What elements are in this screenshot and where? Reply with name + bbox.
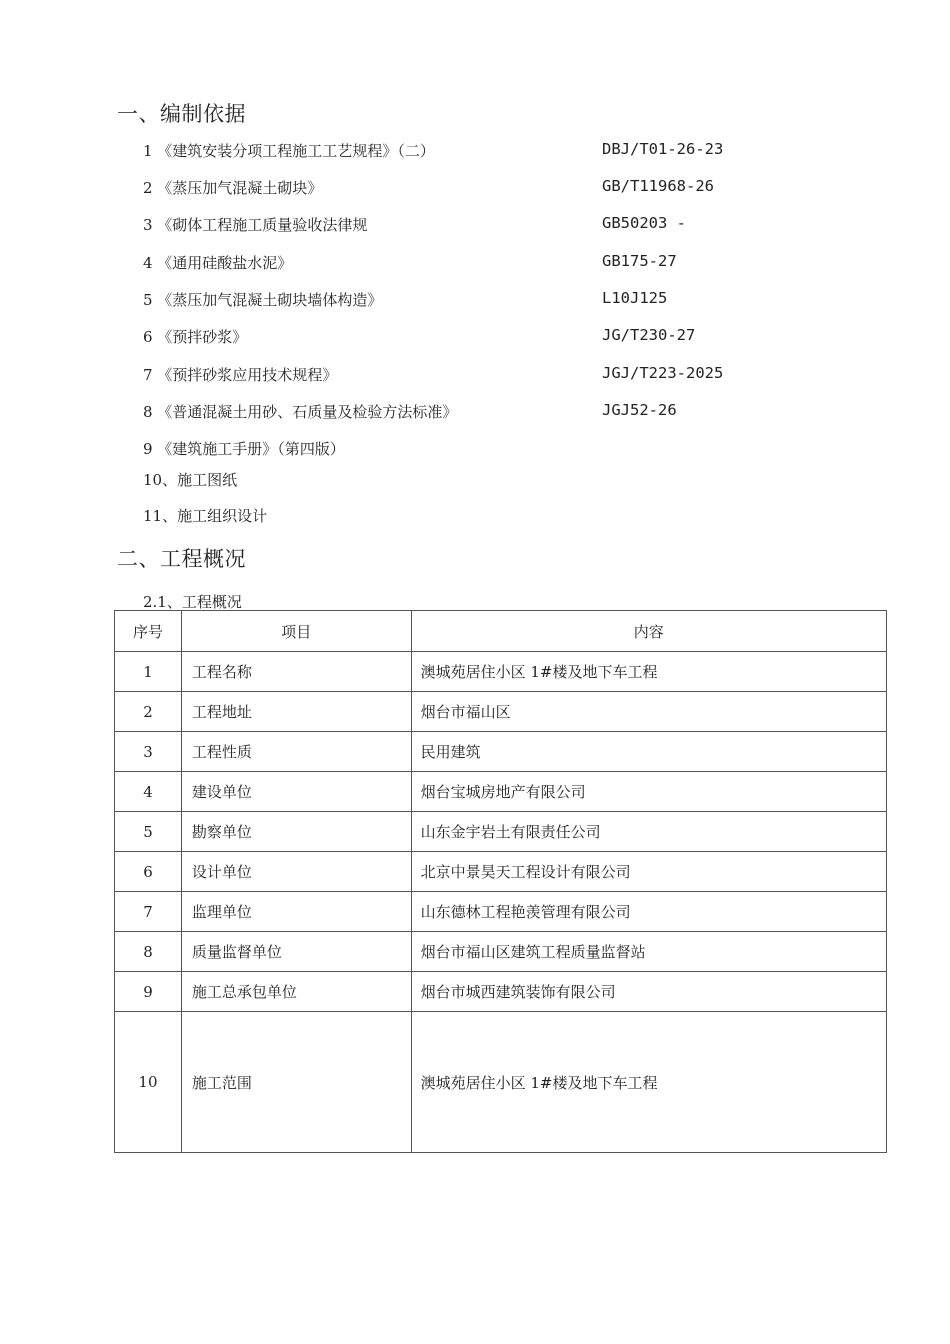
cell-no: 9 [115,972,182,1012]
cell-item: 工程名称 [181,652,411,692]
reference-code: JGJ52-26 [602,401,677,419]
reference-title: 9 《建筑施工手册》（第四版） [143,440,345,458]
reference-title: 4 《通用硅酸盐水泥》 [143,254,293,272]
reference-item [143,438,863,462]
table-header-row [115,611,887,652]
reference-code: GB/T11968-26 [602,177,714,195]
reference-item [143,214,863,238]
cell-no: 3 [115,732,182,772]
cell-no: 5 [115,812,182,852]
cell-item: 工程地址 [181,692,411,732]
reference-code: DBJ/T01-26-23 [602,140,724,158]
reference-item [143,252,863,276]
reference-title: 5 《蒸压加气混凝土砌块墙体构造》 [143,291,383,309]
cell-no: 6 [115,852,182,892]
cell-no: 8 [115,932,182,972]
reference-item [143,364,863,388]
reference-title: 7 《预拌砂浆应用技术规程》 [143,366,338,384]
reference-code: GB50203 - [602,214,686,232]
reference-item [143,177,863,201]
cell-content: 民用建筑 [411,732,886,772]
reference-title: 1 《建筑安装分项工程施工工艺规程》（二） [143,142,435,160]
reference-item [143,401,863,425]
table-row [115,732,887,772]
table-row [115,772,887,812]
project-overview-table [114,610,887,1153]
cell-no: 4 [115,772,182,812]
reference-item [143,140,863,164]
reference-title: 6 《预拌砂浆》 [143,328,248,346]
table-row [115,692,887,732]
cell-item: 施工范围 [181,1012,411,1153]
cell-content: 烟台市福山区建筑工程质量监督站 [411,932,886,972]
reference-title: 2 《蒸压加气混凝土砌块》 [143,179,323,197]
reference-code: JG/T230-27 [602,326,696,344]
reference-item [143,326,863,350]
cell-no: 7 [115,892,182,932]
reference-code: L10J125 [602,289,668,307]
cell-content: 澳城苑居住小区 1#楼及地下车工程 [411,652,886,692]
reference-code: GB175-27 [602,252,677,270]
cell-item: 监理单位 [181,892,411,932]
cell-item: 设计单位 [181,852,411,892]
header-no: 序号 [115,611,182,652]
table-row [115,892,887,932]
cell-content: 烟台市福山区 [411,692,886,732]
cell-content: 山东金宇岩土有限责任公司 [411,812,886,852]
table-row [115,972,887,1012]
cell-content: 烟台市城西建筑装饰有限公司 [411,972,886,1012]
cell-no: 1 [115,652,182,692]
cell-item: 质量监督单位 [181,932,411,972]
cell-content: 澳城苑居住小区 1#楼及地下车工程 [411,1012,886,1153]
cell-no: 10 [115,1012,182,1153]
basis-item: 11、施工组织设计 [143,507,268,525]
reference-title: 3 《砌体工程施工质量验收法律规 [143,216,368,234]
basis-item: 10、施工图纸 [143,471,238,489]
table-row [115,932,887,972]
cell-content: 北京中景昊天工程设计有限公司 [411,852,886,892]
table-row [115,652,887,692]
cell-item: 建设单位 [181,772,411,812]
header-content: 内容 [411,611,886,652]
header-item: 项目 [181,611,411,652]
section-heading-basis: 一、编制依据 [117,102,246,126]
cell-item: 勘察单位 [181,812,411,852]
section-heading-overview: 二、工程概况 [117,547,246,571]
cell-content: 烟台宝城房地产有限公司 [411,772,886,812]
table-row [115,1012,887,1153]
cell-item: 施工总承包单位 [181,972,411,1012]
reference-title: 8 《普通混凝土用砂、石质量及检验方法标准》 [143,403,458,421]
cell-content: 山东德林工程艳羡管理有限公司 [411,892,886,932]
cell-no: 2 [115,692,182,732]
table-row [115,852,887,892]
subsection-heading: 2.1、工程概况 [143,593,242,611]
cell-item: 工程性质 [181,732,411,772]
reference-code: JGJ/T223-2025 [602,364,724,382]
table-row [115,812,887,852]
reference-item [143,289,863,313]
